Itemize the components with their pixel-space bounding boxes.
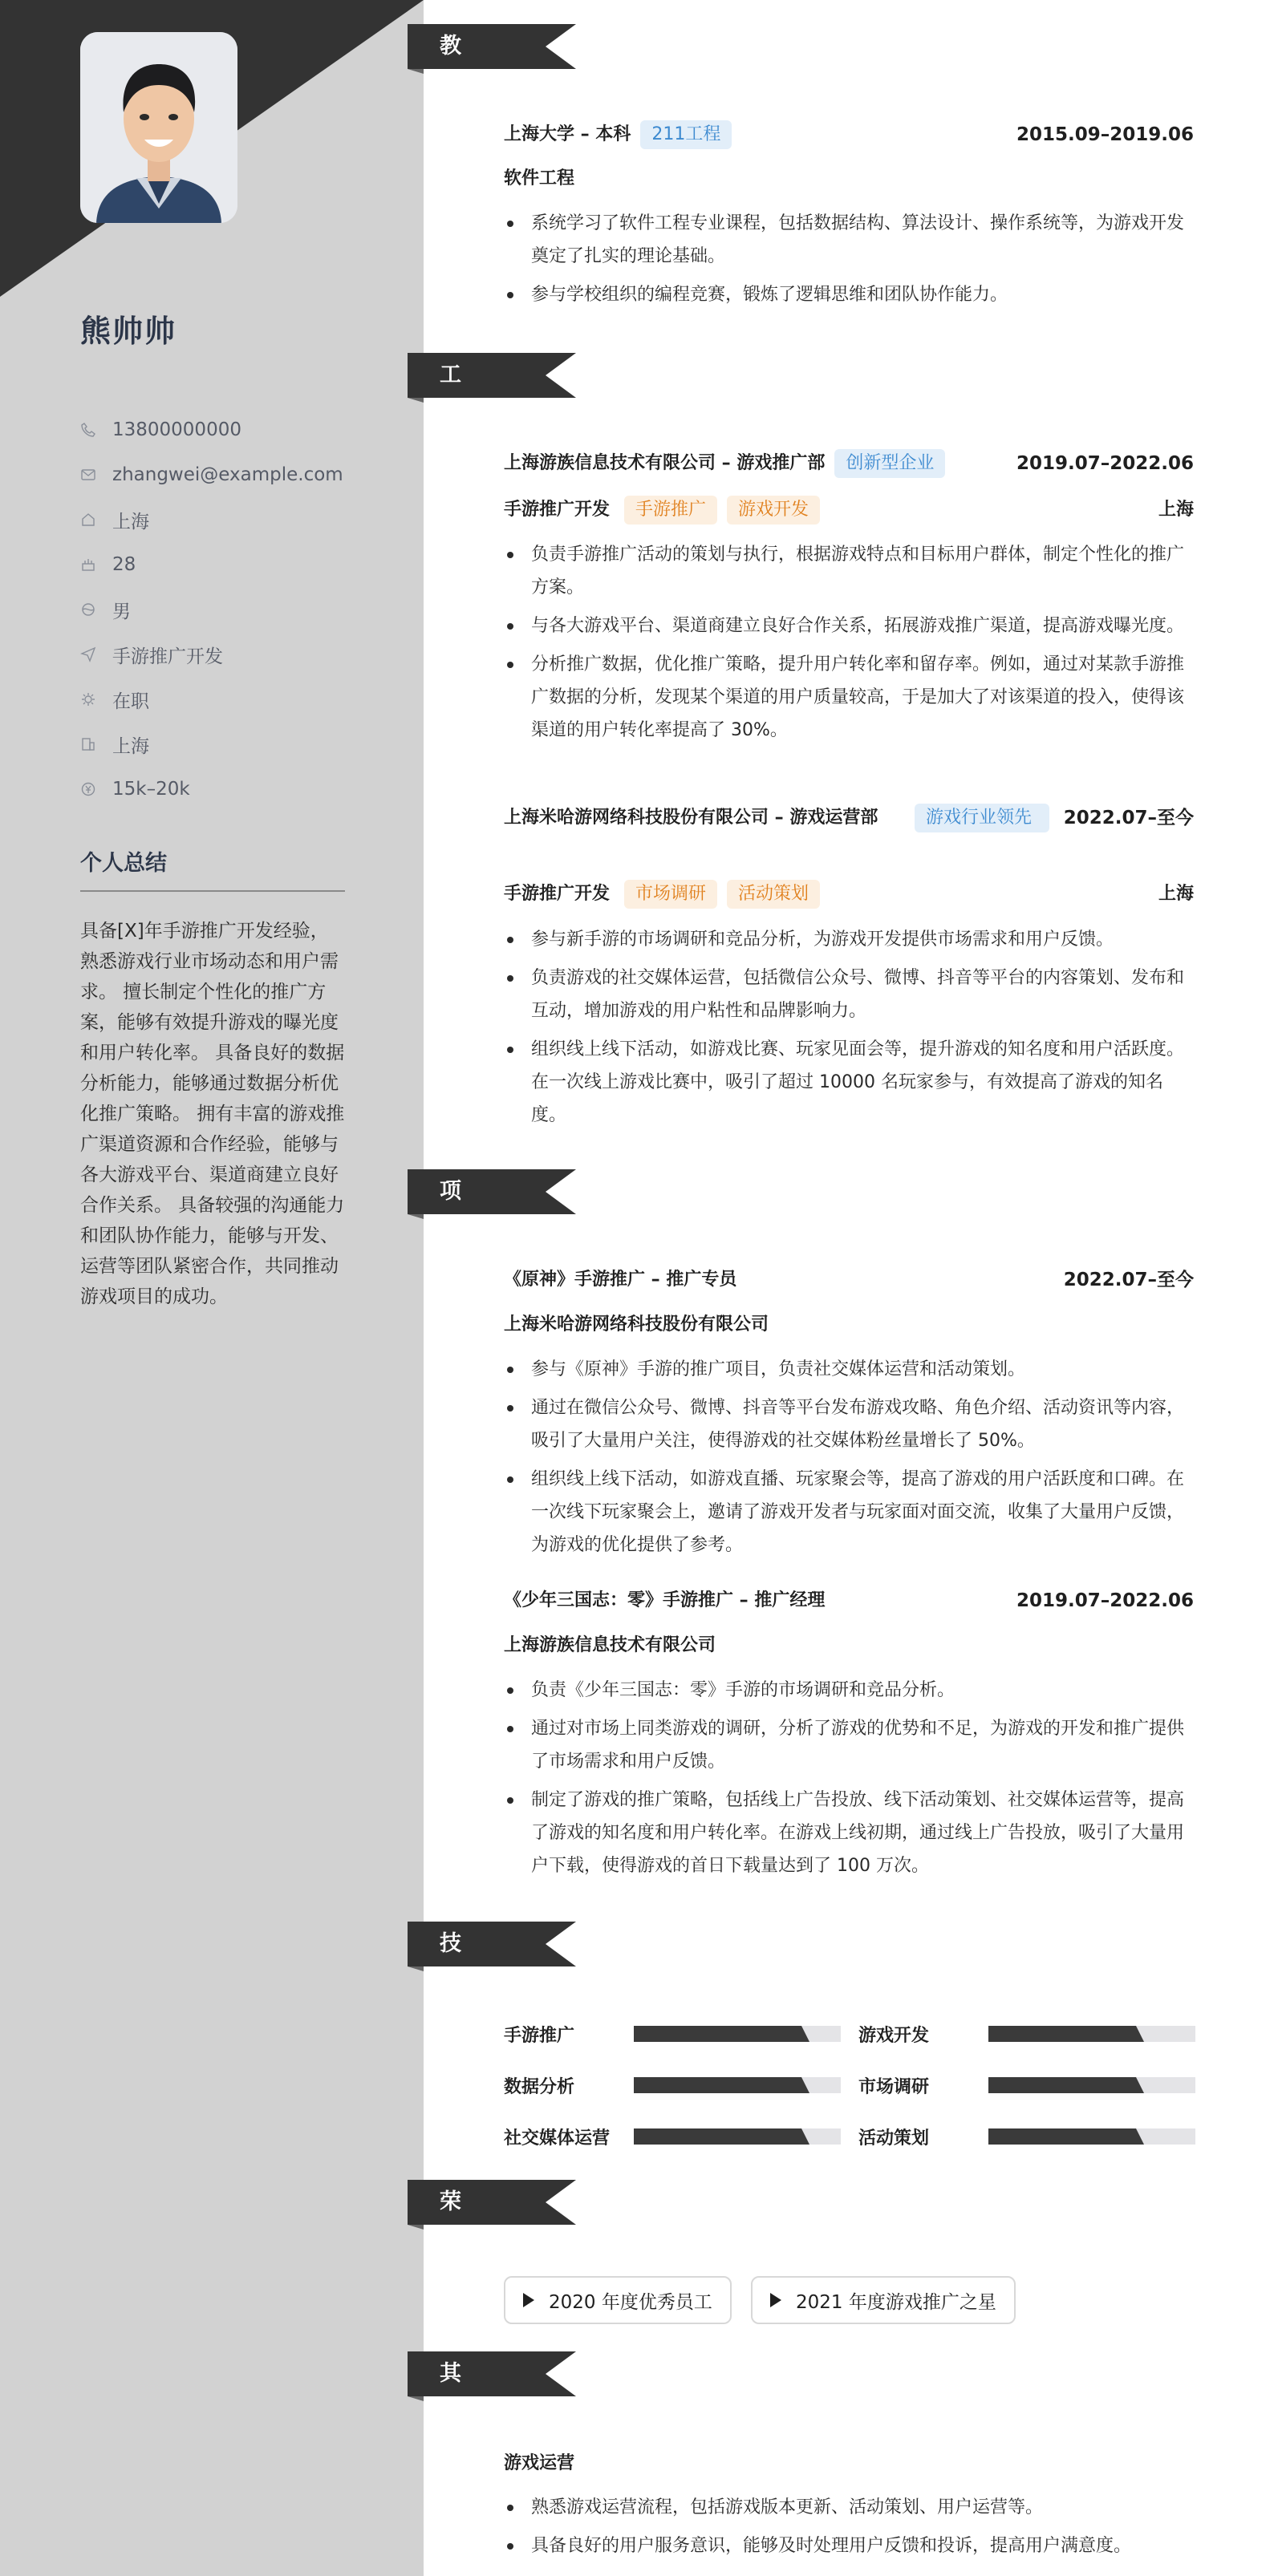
contact-salary-text: 15k–20k: [112, 779, 190, 800]
play-icon: [523, 2293, 534, 2307]
project-date: 2019.07–2022.06: [1016, 1590, 1194, 1611]
skill-name: 市场调研: [858, 2076, 930, 2097]
ribbon-shape: [408, 353, 584, 403]
skill-item: [504, 2018, 841, 2050]
list-item: 组织线上线下活动，如游戏直播、玩家聚会等，提高了游戏的用户活跃度和口碑。在一次线下玩家聚会上，邀请了游戏开发者与玩家面对面交流，收集了大量用户反馈，为游戏的优化提供了参考。: [504, 1463, 1195, 1561]
role-tag: 市场调研: [624, 880, 717, 909]
play-icon: [770, 2293, 781, 2307]
project-org-2: [504, 1631, 1194, 1660]
skill-item: [858, 2018, 1195, 2050]
honor-badge: [504, 2276, 732, 2324]
honor-label: 2020 年度优秀员工: [549, 2291, 712, 2313]
list-item: 组织线上线下活动，如游戏比赛、玩家见面会等，提升游戏的知名度和用户活跃度。在一次线上游戏比赛中，吸引了超过 10000 名玩家参与，有效提高了游戏的知名度。: [504, 1033, 1195, 1132]
skill-name: 游戏开发: [858, 2025, 930, 2046]
project-header-1: [504, 1266, 1194, 1294]
list-item: 负责手游推广活动的策划与执行，根据游戏特点和目标用户群体，制定个性化的推广方案。: [504, 538, 1195, 604]
skill-bar-fill: [988, 2128, 1144, 2145]
avatar-portrait: [80, 32, 237, 223]
contact-email-text: zhangwei@example.com: [112, 464, 343, 485]
gender-icon: [80, 601, 96, 618]
skill-item: [858, 2120, 1195, 2153]
job-header-1: [504, 449, 1194, 478]
send-icon: [80, 646, 96, 662]
section-title: 项目经历: [440, 1179, 462, 1339]
project-org: 上海游族信息技术有限公司: [504, 1635, 716, 1655]
sidebar: [0, 0, 424, 2576]
money-icon: [80, 781, 96, 797]
role-tag: 活动策划: [727, 880, 820, 909]
job-company: 上海游族信息技术有限公司 – 游戏推广部: [504, 453, 826, 473]
job-tag: 创新型企业: [834, 449, 945, 478]
section-title: 其他信息: [440, 2361, 462, 2521]
skill-bar: [634, 2077, 841, 2093]
skill-bar: [988, 2026, 1195, 2042]
contact-city-text: 上海: [112, 735, 149, 757]
project-name: 《原神》手游推广 – 推广专员: [504, 1270, 737, 1290]
role-tag: 游戏开发: [727, 496, 820, 525]
role-tag: 手游推广: [624, 496, 717, 525]
summary-text: 具备[X]年手游推广开发经验，熟悉游戏行业市场动态和用户需求。 擅长制定个性化的推广方案，能够有效提升游戏的曝光度和用户转化率。 具备良好的数据分析能力，能够通过数据分析优化推广策略。 拥有丰富的游戏推广渠道资源和合作经验，能够与各大游戏平台、渠道商建立良好合作关系。 具备较强的沟通能力和团队协作能力，能够与开发、运营等团队紧密合作，共同推动游戏项目的成功。: [80, 921, 345, 1307]
skill-bar: [988, 2077, 1195, 2093]
project-bullets-2: [504, 1674, 1195, 1888]
list-item: 参与学校组织的编程竞赛，锻炼了逻辑思维和团队协作能力。: [504, 278, 1195, 311]
list-item: 与各大游戏平台、渠道商建立良好合作关系，拓展游戏推广渠道，提高游戏曝光度。: [504, 610, 1195, 642]
contact-city: [80, 722, 401, 767]
building-icon: [80, 736, 96, 752]
list-item: 通过在微信公众号、微博、抖音等平台发布游戏攻略、角色介绍、活动资讯等内容，吸引了大量用户关注，使得游戏的社交媒体粉丝量增长了 50%。: [504, 1391, 1195, 1457]
contact-gender-text: 男: [112, 601, 131, 622]
project-date: 2022.07–至今: [1063, 1270, 1194, 1290]
project-org: 上海米哈游网络科技股份有限公司: [504, 1314, 769, 1335]
contact-email: [80, 452, 401, 497]
contact-status: [80, 677, 401, 722]
skill-item: [504, 2120, 841, 2153]
contact-salary: [80, 767, 401, 812]
summary-divider: [80, 890, 345, 892]
job-company: 上海米哈游网络科技股份有限公司 – 游戏运营部: [504, 808, 878, 828]
skill-bar-fill: [634, 2026, 809, 2042]
ribbon-shape: [408, 2351, 584, 2401]
skill-bar: [988, 2128, 1195, 2145]
cake-icon: [80, 557, 96, 573]
skill-name: 活动策划: [858, 2128, 930, 2149]
contact-age-text: 28: [112, 554, 136, 575]
job-tag: 游戏行业领先: [915, 804, 1049, 832]
status-icon: [80, 691, 96, 707]
list-item: 负责《少年三国志：零》手游的市场调研和竞品分析。: [504, 1674, 1195, 1707]
contact-position-text: 手游推广开发: [112, 646, 223, 667]
skill-item: [858, 2069, 1195, 2101]
skill-bar: [634, 2026, 841, 2042]
honor-badge: [751, 2276, 1016, 2324]
contact-phone-text: 13800000000: [112, 419, 241, 440]
list-item: 具备良好的用户服务意识，能够及时处理用户反馈和投诉，提高用户满意度。: [504, 2529, 1195, 2562]
list-item: 参与《原神》手游的推广项目，负责社交媒体运营和活动策划。: [504, 1353, 1195, 1386]
section-title: 工作经历: [440, 363, 462, 522]
skill-bar: [634, 2128, 841, 2145]
ribbon-shape: [408, 24, 584, 74]
ribbon-shape: [408, 2180, 584, 2230]
list-item: 熟悉游戏运营流程，包括游戏版本更新、活动策划、用户运营等。: [504, 2491, 1195, 2524]
project-org-1: [504, 1310, 1194, 1339]
contact-position: [80, 632, 401, 677]
mail-icon: [80, 467, 96, 483]
skill-bar-fill: [988, 2077, 1144, 2093]
job-role-row-2: [504, 880, 1194, 909]
education-date: 2015.09–2019.06: [1016, 124, 1194, 145]
job-date: 2022.07–至今: [1063, 808, 1194, 828]
skill-bar-fill: [634, 2077, 809, 2093]
ribbon-shape: [408, 1922, 584, 1971]
summary-title: 个人总结: [80, 851, 167, 876]
skill-bar-fill: [634, 2128, 809, 2145]
job-header-2: [504, 804, 1194, 832]
list-item: 制定了游戏的推广策略，包括线上广告投放、线下活动策划、社交媒体运营等，提高了游戏的知名度和用户转化率。在游戏上线初期，通过线上广告投放，吸引了大量用户下载，使得游戏的首日下载量达到了 100 万次。: [504, 1784, 1195, 1882]
job-bullets-2: [504, 923, 1195, 1137]
list-item: 系统学习了软件工程专业课程，包括数据结构、算法设计、操作系统等，为游戏开发奠定了扎实的理论基础。: [504, 207, 1195, 273]
list-item: 通过对市场上同类游戏的调研，分析了游戏的优势和不足，为游戏的开发和推广提供了市场需求和用户反馈。: [504, 1712, 1195, 1778]
school-tag: 211工程: [640, 120, 732, 149]
skill-name: 手游推广: [504, 2025, 575, 2046]
phone-icon: [80, 422, 96, 438]
list-item: 分析推广数据，优化推广策略，提升用户转化率和留存率。例如，通过对某款手游推广数据的分析，发现某个渠道的用户质量较高，于是加大了对该渠道的投入，使得该渠道的用户转化率提高了 30%。: [504, 648, 1195, 747]
ribbon-shape: [408, 1169, 584, 1219]
contact-home-text: 上海: [112, 511, 149, 533]
contact-phone: [80, 407, 401, 452]
job-role-row-1: [504, 496, 1194, 525]
education-major: [504, 164, 1194, 193]
section-title: 荣誉奖项: [440, 2189, 462, 2349]
major-name: 软件工程: [504, 168, 575, 188]
home-icon: [80, 512, 96, 528]
other-bullets: [504, 2491, 1195, 2568]
contact-list: [80, 407, 401, 812]
contact-home: [80, 497, 401, 542]
job-role: 手游推广开发: [504, 500, 611, 520]
section-title: 技能专长: [440, 1931, 462, 2091]
list-item: 负责游戏的社交媒体运营，包括微信公众号、微博、抖音等平台的内容策划、发布和互动，增加游戏的用户粘性和品牌影响力。: [504, 962, 1195, 1027]
skill-name: 社交媒体运营: [504, 2128, 611, 2149]
contact-gender: [80, 587, 401, 632]
contact-status-text: 在职: [112, 691, 149, 712]
honor-label: 2021 年度游戏推广之星: [796, 2291, 996, 2313]
section-title: 教育经历: [440, 34, 462, 193]
job-bullets-1: [504, 538, 1195, 752]
avatar: [80, 32, 237, 223]
education-header: [504, 120, 1194, 149]
contact-age: [80, 542, 401, 587]
other-subtitle: 游戏运营: [504, 2453, 575, 2473]
job-location: 上海: [1158, 884, 1194, 904]
project-header-2: [504, 1586, 1194, 1615]
job-role: 手游推广开发: [504, 884, 611, 904]
school-name: 上海大学 – 本科: [504, 124, 631, 144]
skill-item: [504, 2069, 841, 2101]
project-name: 《少年三国志：零》手游推广 – 推广经理: [504, 1590, 826, 1610]
project-bullets-1: [504, 1353, 1195, 1567]
job-date: 2019.07–2022.06: [1016, 453, 1194, 474]
job-location: 上海: [1158, 500, 1194, 520]
skill-bar-fill: [988, 2026, 1144, 2042]
skill-name: 数据分析: [504, 2076, 575, 2097]
profile-name: 熊帅帅: [80, 314, 177, 349]
list-item: 参与新手游的市场调研和竞品分析，为游戏开发提供市场需求和用户反馈。: [504, 923, 1195, 956]
education-bullets: [504, 207, 1195, 317]
